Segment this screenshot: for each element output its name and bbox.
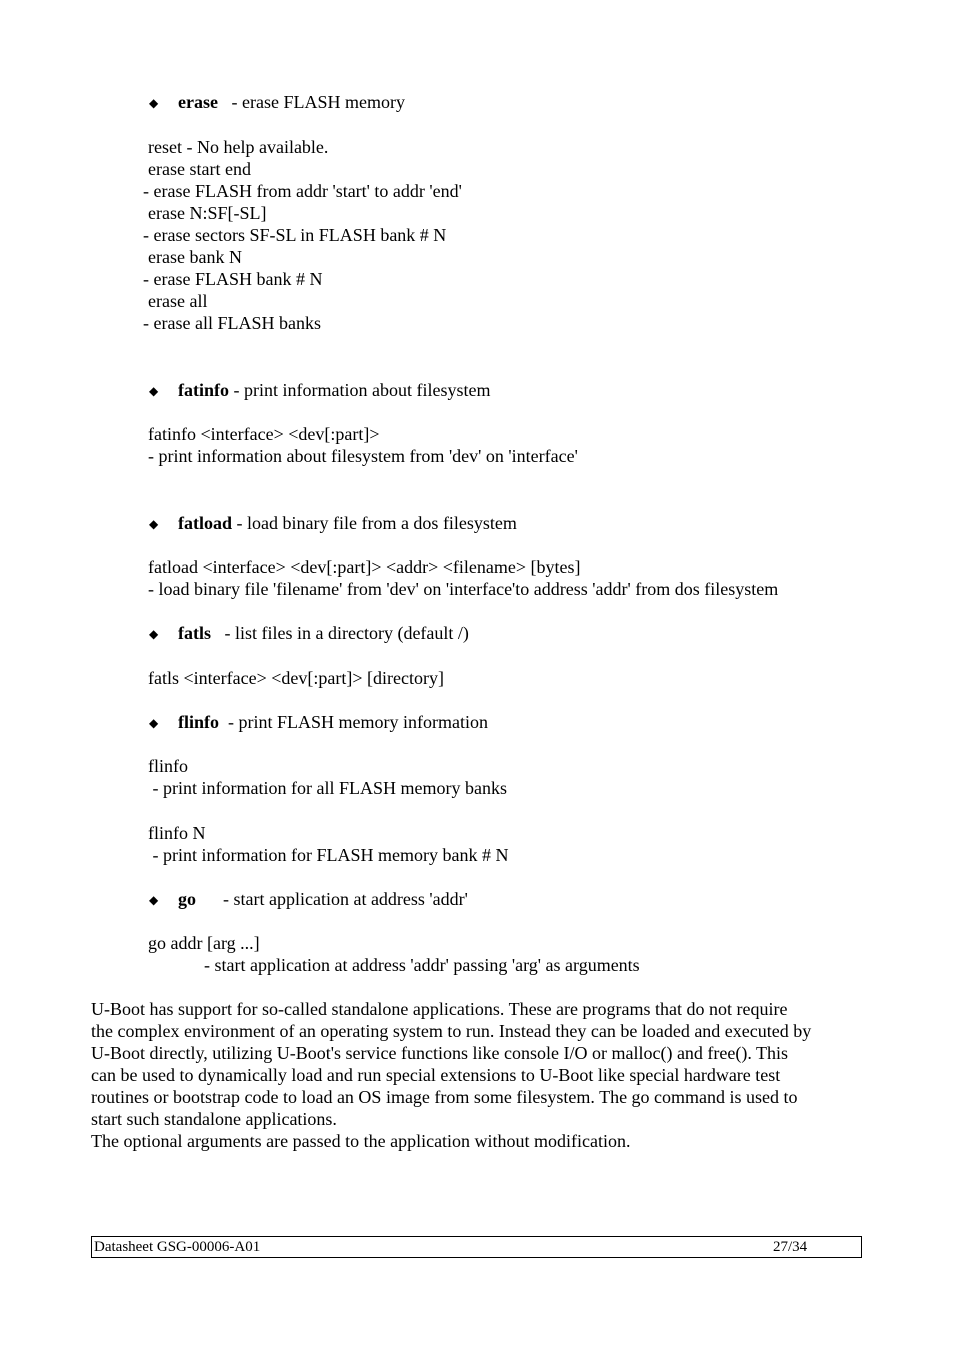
command-desc: - print FLASH memory information — [219, 712, 488, 732]
command-erase-heading — [178, 91, 405, 113]
page-footer — [91, 1236, 862, 1258]
paragraph-line: The optional arguments are passed to the application without modification. — [91, 1131, 631, 1151]
command-fatinfo-heading — [178, 379, 490, 401]
page-number: 27/34 — [773, 1239, 808, 1255]
help-line: fatls <interface> <dev[:part]> [directory] — [148, 668, 444, 688]
help-line: - print information for FLASH memory bank # N — [148, 845, 509, 865]
command-name: erase — [178, 92, 218, 112]
paragraph-line: can be used to dynamically load and run special extensions to U-Boot like special hardware test — [91, 1065, 781, 1085]
bullet-icon: ◆ — [149, 716, 159, 730]
command-desc: - load binary file from a dos filesystem — [232, 513, 517, 533]
command-desc: - erase FLASH memory — [217, 92, 405, 112]
help-line: erase all — [148, 291, 208, 311]
help-line: - start application at address 'addr' passing 'arg' as arguments — [204, 955, 640, 975]
help-line: - print information for all FLASH memory banks — [148, 778, 507, 798]
help-line: reset - No help available. — [148, 137, 329, 157]
command-fatload-heading — [178, 512, 517, 534]
command-desc: - start application at address 'addr' — [196, 889, 468, 909]
help-line: - erase FLASH from addr 'start' to addr 'end' — [143, 181, 462, 201]
paragraph-line: the complex environment of an operating system to run. Instead they can be loaded and executed by — [91, 1021, 812, 1041]
paragraph-line: start such standalone applications. — [91, 1109, 337, 1129]
paragraph-line: U-Boot has support for so-called standalone applications. These are programs that do not require — [91, 999, 788, 1019]
command-name: fatinfo — [178, 380, 229, 400]
command-desc: - list files in a directory (default /) — [211, 623, 469, 643]
paragraph-line: U-Boot directly, utilizing U-Boot's service functions like console I/O or malloc() and free(). This — [91, 1043, 789, 1063]
command-go-heading — [178, 888, 468, 910]
command-fatls-heading — [178, 622, 469, 644]
command-name: flinfo — [178, 712, 220, 732]
command-flinfo-heading — [178, 711, 488, 733]
help-line: - erase FLASH bank # N — [143, 269, 323, 289]
bullet-icon: ◆ — [149, 96, 159, 110]
bullet-icon: ◆ — [149, 627, 159, 641]
help-line: erase N:SF[-SL] — [148, 203, 267, 223]
command-desc: - print information about filesystem — [229, 380, 491, 400]
help-line: fatinfo <interface> <dev[:part]> — [148, 424, 380, 444]
bullet-icon: ◆ — [149, 517, 159, 531]
help-line: erase bank N — [148, 247, 242, 267]
help-line: go addr [arg ...] — [148, 933, 260, 953]
bullet-icon: ◆ — [149, 893, 159, 907]
bullet-icon: ◆ — [149, 384, 159, 398]
help-line: erase start end — [148, 159, 251, 179]
command-name: fatls — [178, 623, 211, 643]
help-line: - load binary file 'filename' from 'dev' on 'interface'to address 'addr' from dos filesystem — [148, 579, 779, 599]
help-line: - erase all FLASH banks — [143, 313, 321, 333]
document-id: Datasheet GSG-00006-A01 — [94, 1239, 261, 1255]
command-name: go — [178, 889, 196, 909]
help-line: fatload <interface> <dev[:part]> <addr> <filename> [bytes] — [148, 557, 581, 577]
help-line: - print information about filesystem from 'dev' on 'interface' — [148, 446, 578, 466]
help-line: flinfo — [148, 756, 188, 776]
command-name: fatload — [178, 513, 232, 533]
help-line: - erase sectors SF-SL in FLASH bank # N — [143, 225, 447, 245]
paragraph-line: routines or bootstrap code to load an OS image from some filesystem. The go command is used to — [91, 1087, 798, 1107]
description-paragraph — [91, 998, 871, 1152]
help-line: flinfo N — [148, 823, 206, 843]
